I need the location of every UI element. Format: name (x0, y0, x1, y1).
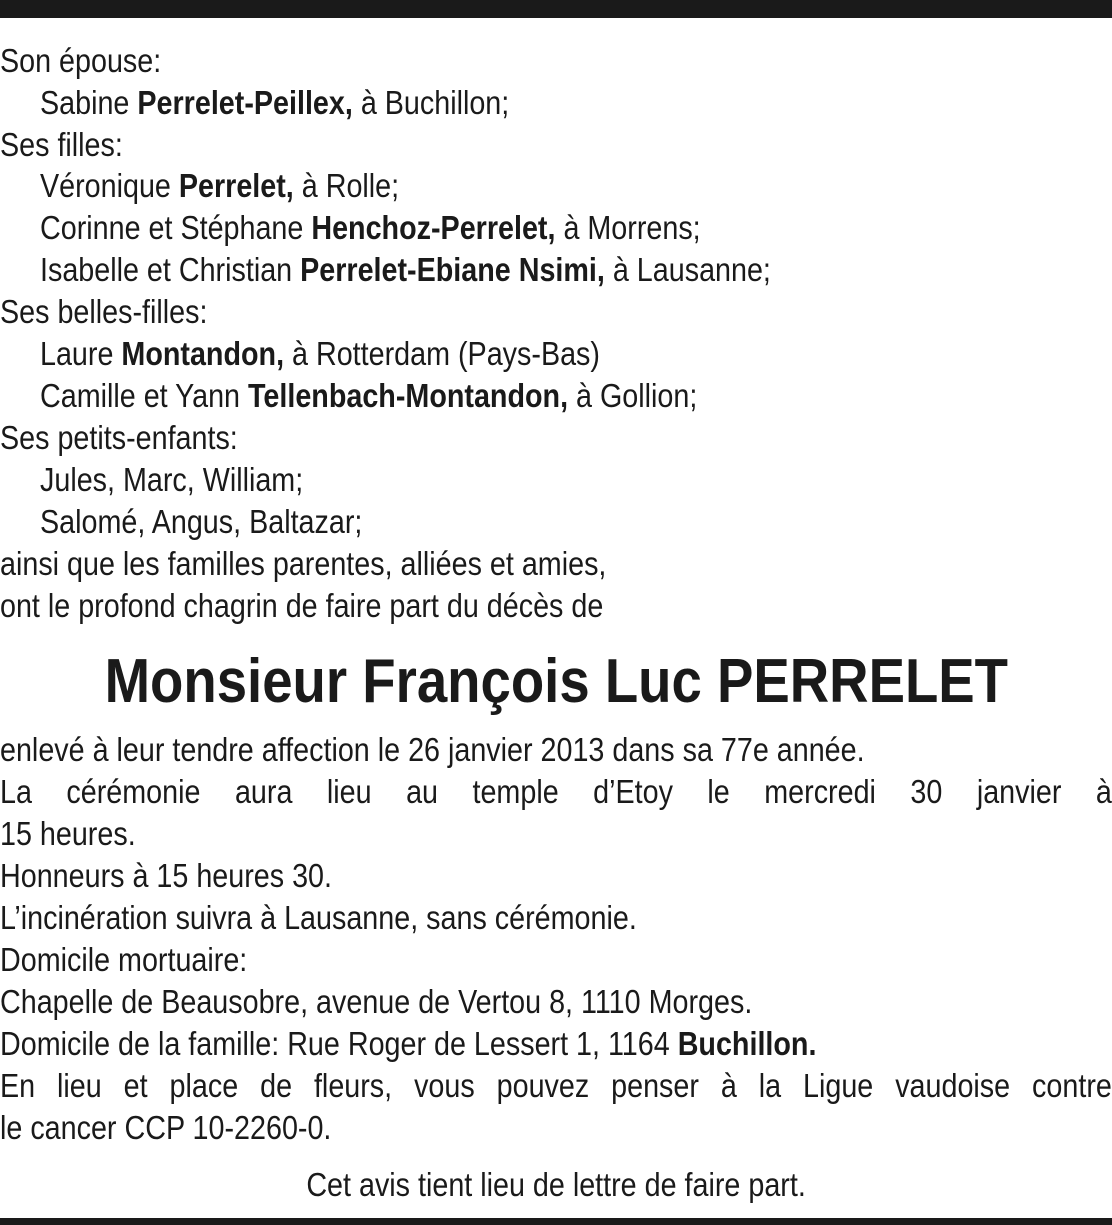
grandchildren-heading: Ses petits-enfants: (0, 419, 238, 456)
daughter-in-law-entry: Laure Montandon, à Rotterdam (Pays-Bas) (40, 335, 600, 372)
donation-line: En lieu et place de fleurs, vous pouvez penser à la Ligue vaudoise contre (0, 1067, 1112, 1104)
spouse-entry: Sabine Perrelet-Peillex, à Buchillon; (40, 84, 510, 121)
daughter-entry: Isabelle et Christian Perrelet-Ebiane Nsimi, à Lausanne; (40, 251, 771, 288)
honneurs-line: Honneurs à 15 heures 30. (0, 857, 333, 894)
closing-line: ont le profond chagrin de faire part du décès de (0, 587, 604, 624)
ceremony-time: 15 heures. (0, 815, 136, 852)
daughters-in-law-heading: Ses belles-filles: (0, 293, 208, 330)
spouse-heading: Son épouse: (0, 42, 162, 79)
bottom-rule (0, 1218, 1112, 1225)
top-rule (0, 0, 1112, 18)
family-name: Henchoz-Perrelet, (311, 209, 556, 246)
daughter-entry: Corinne et Stéphane Henchoz-Perrelet, à Morrens; (40, 209, 701, 246)
daughters-heading: Ses filles: (0, 126, 123, 163)
family-name: Perrelet-Ebiane Nsimi, (300, 251, 605, 288)
family-name: Perrelet, (178, 167, 294, 204)
family-name: Perrelet-Peillex, (137, 84, 353, 121)
family-name: Tellenbach-Montandon, (247, 377, 569, 414)
donation-account: le cancer CCP 10-2260-0. (0, 1109, 332, 1146)
domicile-famille-line: Domicile de la famille: Rue Roger de Lessert 1, 1164 Buchillon. (0, 1025, 817, 1062)
grandchildren-line: Jules, Marc, William; (40, 461, 304, 498)
domicile-mortuaire-address: Chapelle de Beausobre, avenue de Vertou 8, 1110 Morges. (0, 983, 753, 1020)
ceremony-line: La cérémonie aura lieu au temple d’Etoy le mercredi 30 janvier à (0, 773, 1112, 810)
domicile-mortuaire-label: Domicile mortuaire: (0, 941, 248, 978)
footer-note: Cet avis tient lieu de lettre de faire part. (306, 1166, 806, 1203)
daughter-in-law-entry: Camille et Yann Tellenbach-Montandon, à Gollion; (40, 377, 698, 414)
grandchildren-line: Salomé, Angus, Baltazar; (40, 503, 363, 540)
family-town: Buchillon. (677, 1025, 817, 1062)
deceased-name: Monsieur François Luc PERRELET (104, 647, 1008, 716)
closing-line: ainsi que les familles parentes, alliées et amies, (0, 545, 607, 582)
daughter-entry: Véronique Perrelet, à Rolle; (40, 167, 400, 204)
family-name: Montandon, (121, 335, 285, 372)
passing-date-line: enlevé à leur tendre affection le 26 janvier 2013 dans sa 77e année. (0, 731, 865, 768)
incineration-line: L’incinération suivra à Lausanne, sans cérémonie. (0, 899, 637, 936)
